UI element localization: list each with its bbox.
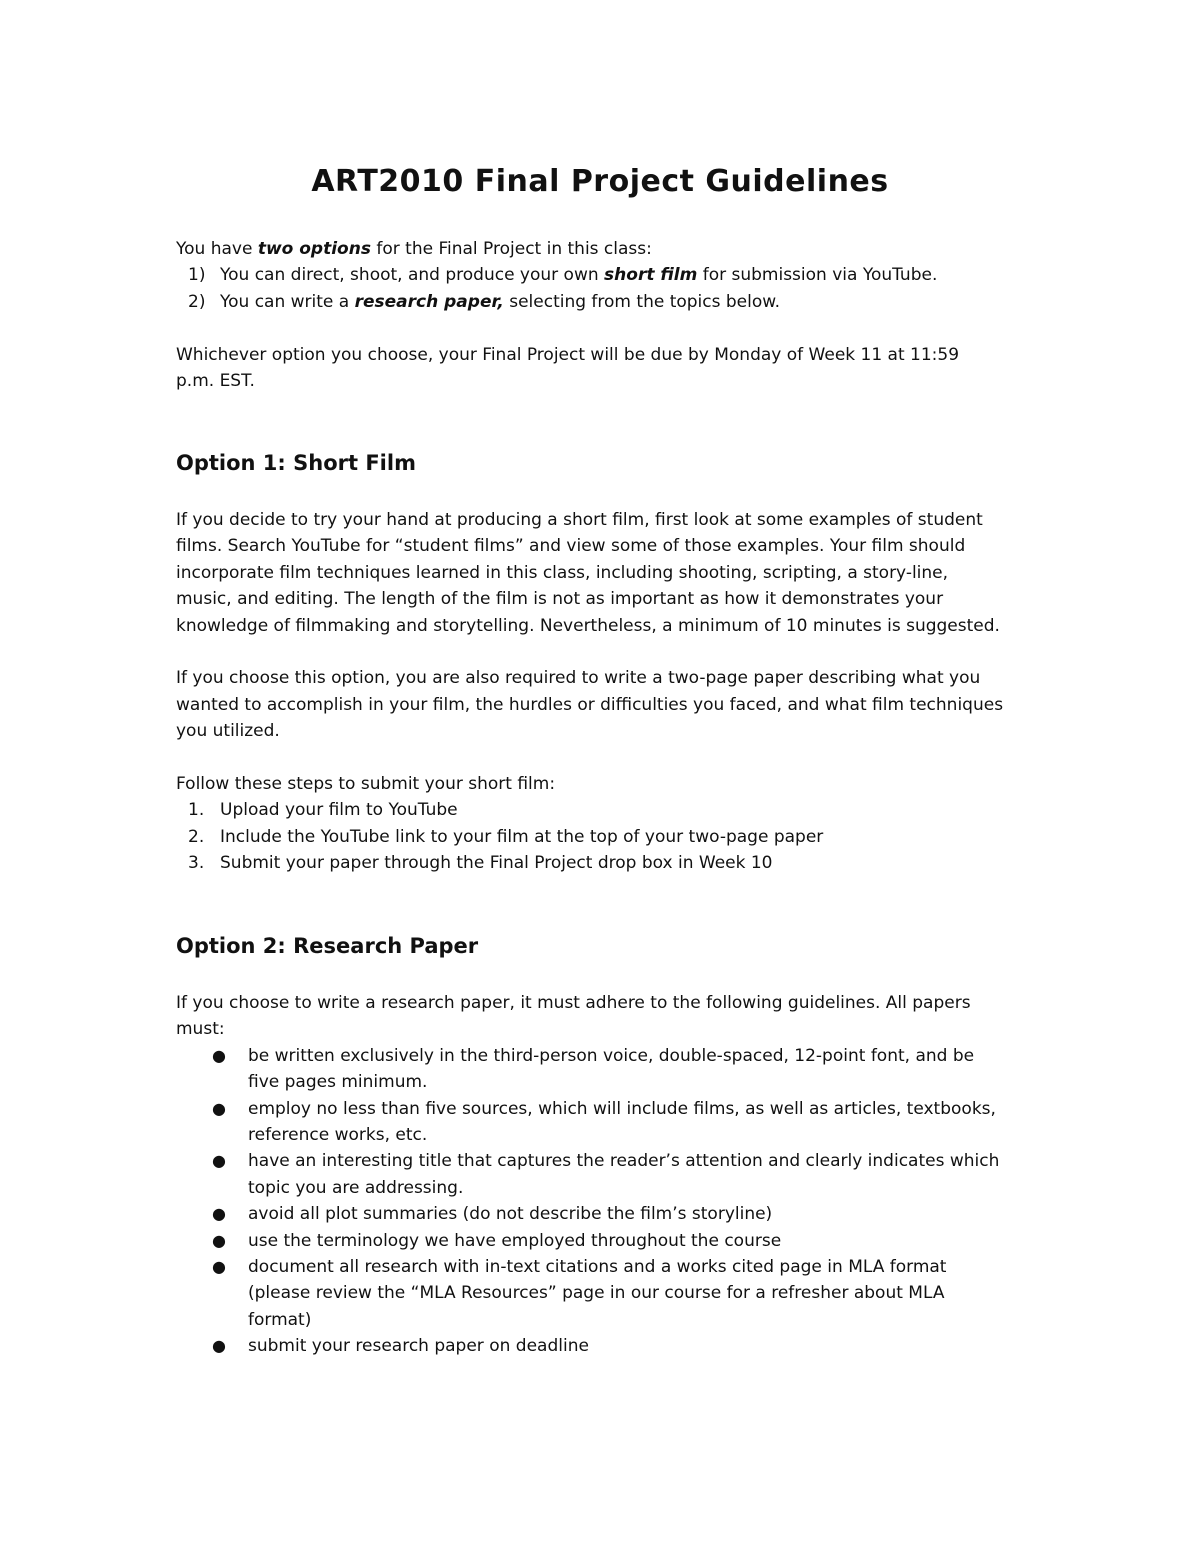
guideline-line: document all research with in-text citations and a works cited page in MLA format bbox=[248, 1257, 947, 1278]
paragraph-line: wanted to accomplish in your film, the hurdles or difficulties you faced, and what film techniques bbox=[176, 694, 1004, 715]
guideline-text bbox=[248, 1254, 1056, 1333]
guideline-item bbox=[176, 1201, 1056, 1227]
guideline-item bbox=[176, 1043, 1056, 1096]
guideline-line: five pages minimum. bbox=[248, 1072, 428, 1093]
research-paper-emphasis: research paper, bbox=[354, 291, 504, 312]
bullet-icon: ● bbox=[212, 1204, 226, 1224]
option1-section bbox=[176, 507, 1056, 877]
step-number: 3. bbox=[188, 853, 205, 874]
step-number: 2. bbox=[188, 826, 205, 847]
guideline-line: employ no less than five sources, which will include films, as well as articles, textbooks, bbox=[248, 1098, 996, 1119]
guideline-text bbox=[248, 1096, 1056, 1149]
guideline-text bbox=[248, 1148, 1056, 1201]
guideline-item bbox=[176, 1148, 1056, 1201]
list-number: 2) bbox=[188, 291, 206, 312]
intro-section bbox=[176, 236, 1056, 394]
list-number: 1) bbox=[188, 265, 206, 286]
document-title: ART2010 Final Project Guidelines bbox=[311, 164, 889, 199]
option2-section bbox=[176, 990, 1056, 1360]
step-text: Upload your film to YouTube bbox=[220, 800, 458, 821]
paragraph-line: you utilized. bbox=[176, 721, 280, 742]
guideline-line: (please review the “MLA Resources” page in our course for a refresher about MLA bbox=[248, 1283, 945, 1304]
bullet-icon: ● bbox=[212, 1257, 226, 1277]
guideline-line: format) bbox=[248, 1309, 312, 1330]
guideline-line: avoid all plot summaries (do not describe the film’s storyline) bbox=[248, 1204, 773, 1225]
step-number: 1. bbox=[188, 800, 205, 821]
guideline-line: topic you are addressing. bbox=[248, 1177, 464, 1198]
guidelines-list bbox=[176, 1043, 1056, 1360]
short-film-emphasis: short film bbox=[604, 265, 698, 286]
guideline-text bbox=[248, 1228, 1056, 1254]
option1-heading: Option 1: Short Film bbox=[176, 451, 416, 475]
steps-intro: Follow these steps to submit your short film: bbox=[176, 774, 556, 795]
step-item bbox=[176, 824, 1056, 850]
bullet-icon: ● bbox=[212, 1045, 226, 1065]
option2-heading: Option 2: Research Paper bbox=[176, 934, 479, 958]
guideline-line: submit your research paper on deadline bbox=[248, 1336, 589, 1357]
guideline-line: have an interesting title that captures the reader’s attention and clearly indicates which bbox=[248, 1151, 1000, 1172]
paragraph-line: If you choose this option, you are also required to write a two-page paper describing what you bbox=[176, 668, 981, 689]
paragraph-line: music, and editing. The length of the film is not as important as how it demonstrates your bbox=[176, 589, 944, 610]
step-item bbox=[176, 797, 1056, 823]
step-text: Submit your paper through the Final Project drop box in Week 10 bbox=[220, 853, 773, 874]
bullet-icon: ● bbox=[212, 1336, 226, 1356]
guideline-item bbox=[176, 1228, 1056, 1254]
paragraph-line: knowledge of filmmaking and storytelling. Nevertheless, a minimum of 10 minutes is suggested. bbox=[176, 615, 1000, 636]
bullet-icon: ● bbox=[212, 1230, 226, 1250]
guideline-line: use the terminology we have employed throughout the course bbox=[248, 1230, 782, 1251]
option-list-item: 1) You can direct, shoot, and produce your own short film for submission via YouTube. bbox=[176, 262, 1056, 288]
guideline-text bbox=[248, 1333, 1056, 1359]
guideline-item bbox=[176, 1333, 1056, 1359]
due-date-line: p.m. EST. bbox=[176, 371, 255, 392]
intro-emphasis: two options bbox=[257, 239, 371, 259]
step-text: Include the YouTube link to your film at the top of your two-page paper bbox=[220, 826, 824, 847]
intro-line: You have two options for the Final Project in this class: bbox=[176, 239, 652, 259]
bullet-icon: ● bbox=[212, 1098, 226, 1118]
bullet-icon: ● bbox=[212, 1151, 226, 1171]
guideline-item bbox=[176, 1096, 1056, 1149]
guideline-line: reference works, etc. bbox=[248, 1125, 428, 1146]
guideline-text bbox=[248, 1043, 1056, 1096]
paragraph-line: incorporate film techniques learned in this class, including shooting, scripting, a story-line, bbox=[176, 562, 949, 583]
guideline-line: be written exclusively in the third-person voice, double-spaced, 12-point font, and be bbox=[248, 1045, 975, 1066]
paragraph-line: If you choose to write a research paper, it must adhere to the following guidelines. All papers bbox=[176, 993, 971, 1013]
guideline-item bbox=[176, 1254, 1056, 1333]
option-list-item: 2) You can write a research paper, selecting from the topics below. bbox=[176, 289, 1056, 315]
paragraph-line: films. Search YouTube for “student films” and view some of those examples. Your film should bbox=[176, 536, 966, 557]
paragraph-line: must: bbox=[176, 1019, 225, 1040]
guideline-text bbox=[248, 1201, 1056, 1227]
paragraph-line: If you decide to try your hand at producing a short film, first look at some examples of student bbox=[176, 510, 983, 530]
due-date-line: Whichever option you choose, your Final Project will be due by Monday of Week 11 at 11:59 bbox=[176, 344, 960, 365]
step-item bbox=[176, 850, 1056, 876]
